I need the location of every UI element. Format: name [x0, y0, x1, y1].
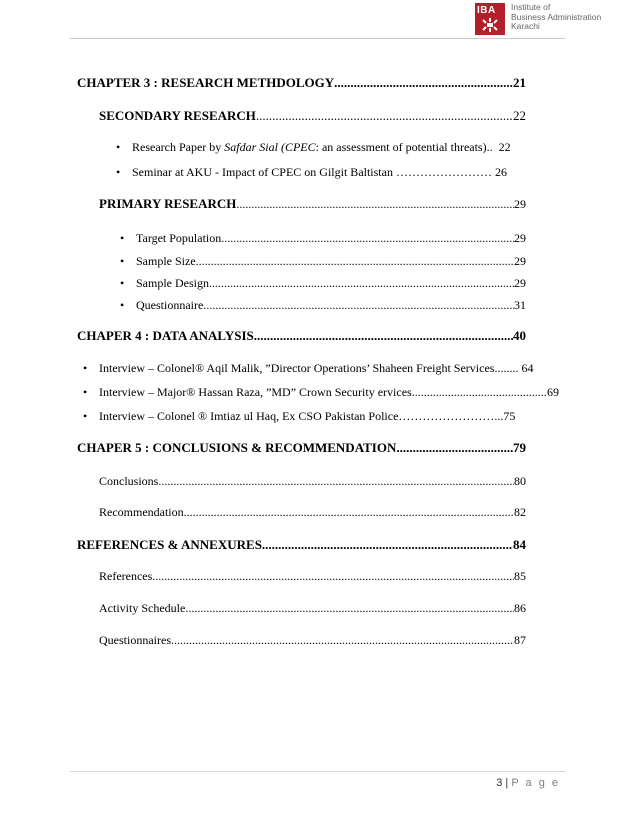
toc-prim-item-2[interactable]: [136, 254, 526, 269]
toc-title: PRIMARY RESEARCH: [99, 196, 237, 211]
toc-title: Conclusions: [99, 474, 159, 488]
toc-sec-item-2[interactable]: [132, 165, 532, 180]
toc-interview-2[interactable]: [99, 385, 559, 400]
toc-page: 29: [514, 231, 526, 245]
toc-page: 40: [513, 328, 526, 343]
toc-references-annexures[interactable]: [77, 537, 526, 553]
toc-title: Target Population: [136, 231, 222, 245]
toc-leader: [158, 474, 514, 489]
toc-page-leader: ...: [494, 409, 504, 423]
toc-leader: ……………………: [395, 165, 492, 179]
toc-leader: [256, 108, 513, 124]
toc-title: REFERENCES & ANNEXURES: [77, 537, 262, 552]
toc-page: 29: [514, 197, 526, 211]
toc-leader: [185, 601, 514, 616]
toc-title: Interview – Colonel® Aqil Malik, ”Director Operations’ Shaheen Freight Services: [99, 361, 495, 375]
toc-page: 80: [514, 474, 526, 488]
toc-title: Activity Schedule: [99, 601, 186, 615]
page-label: P a g e: [511, 777, 560, 789]
toc-page: 79: [513, 440, 526, 455]
toc-secondary-research[interactable]: [99, 108, 526, 124]
toc-title: Questionnaire.: [136, 298, 207, 312]
toc-page: 75: [503, 409, 516, 423]
toc-chapter-3[interactable]: [77, 75, 526, 91]
toc-page: 29: [514, 254, 526, 268]
toc-title: Interview – Colonel ® Imtiaz ul Haq, Ex CSO Pakistan Police: [99, 409, 399, 423]
toc-leader: [262, 537, 513, 553]
toc-page: 22: [498, 140, 511, 154]
toc-leader: ........: [494, 361, 519, 375]
logo-line-2: Business Administration: [511, 11, 602, 22]
toc-title: CHAPER 4 : DATA ANALYSIS: [77, 328, 254, 343]
toc-leader: ……………………: [398, 409, 495, 423]
footer-divider: [70, 771, 565, 772]
iba-logo: [475, 3, 601, 35]
toc-interview-3[interactable]: [99, 409, 559, 424]
toc-primary-research[interactable]: [99, 196, 526, 212]
toc-sec-item-1[interactable]: [132, 140, 532, 155]
toc-title: Recommendation: [99, 505, 184, 519]
toc-page: 31: [514, 298, 526, 312]
toc-leader: [221, 231, 514, 246]
toc-author: Safdar Sial (CPEC: [224, 140, 316, 154]
toc-page: 26: [494, 165, 507, 179]
toc-page: 22: [513, 108, 526, 123]
toc-title: CHAPTER 3 : RESEARCH METHDOLOGY: [77, 75, 335, 90]
toc-activity-schedule[interactable]: [99, 601, 526, 616]
toc-leader: [184, 505, 514, 520]
iba-logo-mark: [475, 3, 505, 35]
header-divider: [70, 38, 565, 39]
toc-leader: [396, 440, 513, 456]
toc-prim-item-3[interactable]: [136, 276, 526, 291]
toc-interview-1[interactable]: [99, 361, 559, 376]
toc-references[interactable]: [99, 569, 526, 584]
toc-page: 82: [514, 505, 526, 519]
toc-prim-item-1[interactable]: [136, 231, 526, 246]
toc-leader: [236, 197, 514, 212]
toc-title-rest: : an assessment of potential threats): [315, 140, 487, 154]
toc-title: SECONDARY RESEARCH: [99, 108, 256, 123]
toc-leader: [209, 276, 514, 291]
toc-conclusions[interactable]: [99, 474, 526, 489]
toc-title: Sample Design: [136, 276, 209, 290]
toc-leader: ..: [486, 140, 493, 154]
toc-title: CHAPER 5 : CONCLUSIONS & RECOMMENDATION: [77, 440, 397, 455]
toc-leader: [254, 328, 513, 344]
logo-text: [511, 3, 601, 32]
toc-page: 64: [521, 361, 534, 375]
toc-page: 21: [513, 75, 526, 90]
toc-page: 85: [514, 569, 526, 583]
toc-title: Interview – Major® Hassan Raza, ”MD” Crown Security ervices: [99, 385, 412, 399]
toc-title-prefix: Research Paper by: [132, 140, 225, 154]
logo-abbr: IBA: [477, 5, 496, 16]
toc-questionnaires[interactable]: [99, 633, 526, 648]
toc-title: Questionnaires: [99, 633, 171, 647]
toc-page: 84: [513, 537, 526, 552]
toc-title: Sample Size: [136, 254, 196, 268]
toc-recommendation[interactable]: [99, 505, 526, 520]
toc-leader: [171, 633, 514, 648]
toc-page: 86: [514, 601, 526, 615]
toc-page: 69: [547, 385, 559, 399]
toc-chapter-5[interactable]: [77, 440, 526, 456]
toc-leader: [412, 385, 547, 400]
toc-page: 29: [514, 276, 526, 290]
toc-prim-item-4[interactable]: [136, 298, 526, 313]
toc-title: Seminar at AKU - Impact of CPEC on Gilgit Baltistan: [132, 165, 393, 179]
toc-page: 87: [514, 633, 526, 647]
toc-leader: [206, 298, 514, 313]
logo-line-1: Institute of: [511, 2, 551, 12]
footer-separator: |: [505, 777, 509, 789]
toc-title: References: [99, 569, 153, 583]
iba-emblem-icon: [481, 18, 499, 32]
toc-chapter-4[interactable]: [77, 328, 526, 344]
logo-line-3: Karachi: [511, 21, 540, 31]
toc-leader: [152, 569, 514, 584]
toc-leader: [196, 254, 514, 269]
toc-leader: [334, 75, 513, 91]
page-footer: [496, 777, 560, 789]
page-number: 3: [496, 777, 503, 789]
